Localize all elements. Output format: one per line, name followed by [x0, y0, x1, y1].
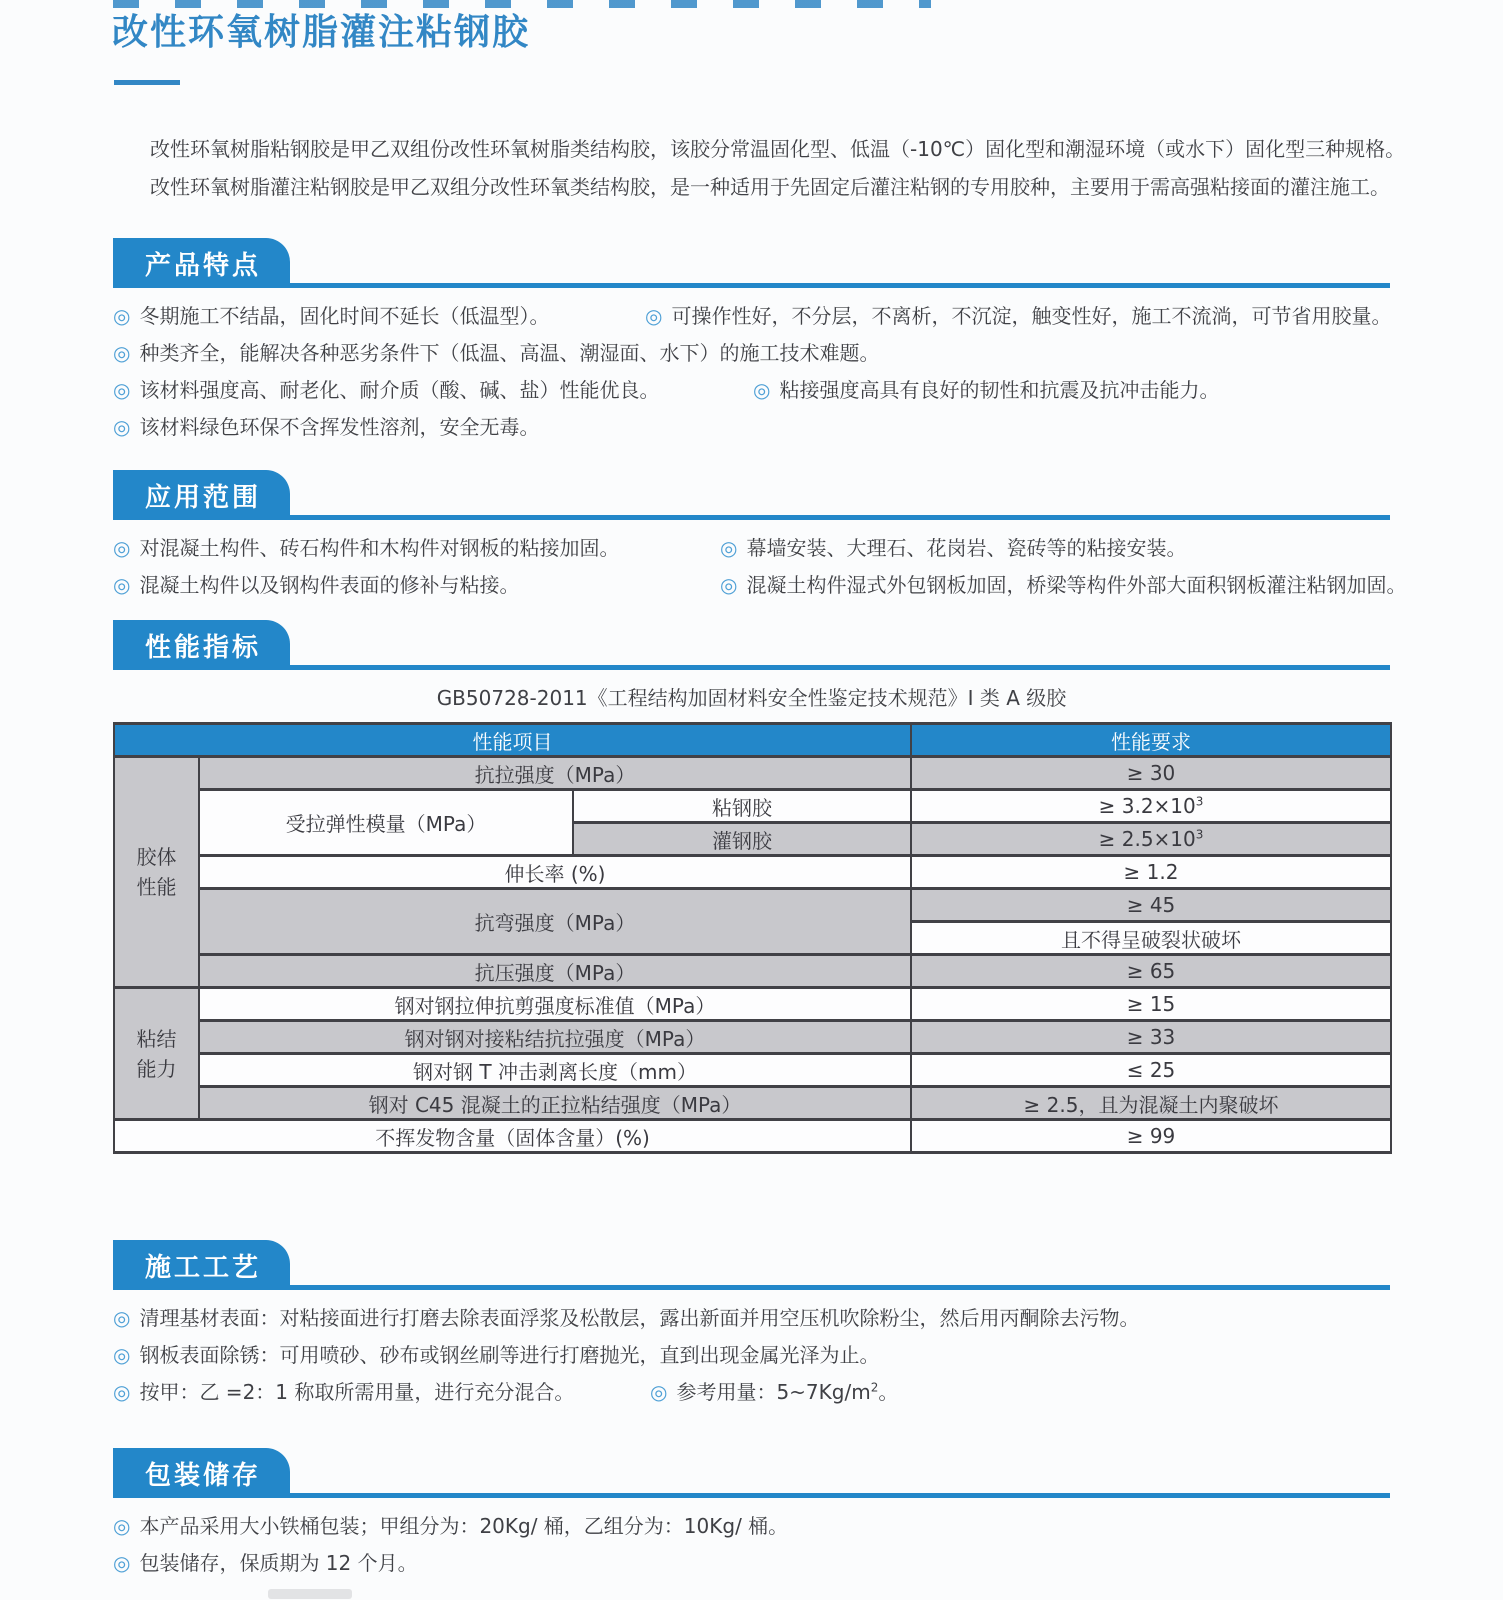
property-cell: 钢对钢对接粘结抗拉强度（MPa）	[199, 1021, 911, 1054]
property-cell: 抗压强度（MPa）	[199, 955, 911, 988]
list-row	[113, 1300, 1413, 1337]
property-cell: 抗拉强度（MPa）	[199, 757, 911, 790]
table-header-row	[114, 724, 1391, 757]
column-header-property: 性能项目	[114, 724, 911, 757]
bullet-icon: ◎	[113, 1514, 131, 1538]
group-cell: 胶体性能	[114, 757, 199, 988]
item-text: 本产品采用大小铁桶包装；甲组分为：20Kg/ 桶，乙组分为：10Kg/ 桶。	[139, 1514, 789, 1538]
list-item	[645, 298, 1391, 335]
list-item	[753, 372, 1219, 409]
group-cell: 粘结能力	[114, 988, 199, 1120]
list-row	[113, 1545, 1413, 1582]
bullet-icon: ◎	[113, 341, 131, 365]
value-cell: ≥ 1.2	[911, 856, 1391, 889]
section-underline	[113, 283, 1390, 288]
value-cell: ≥ 45	[911, 889, 1391, 922]
list-row	[113, 335, 1413, 372]
section-tab-process: 施工工艺	[113, 1240, 290, 1290]
intro-paragraph	[150, 130, 1406, 206]
list-item	[113, 1300, 1139, 1337]
item-text: 按甲：乙 =2：1 称取所需用量，进行充分混合。	[139, 1380, 575, 1404]
table-row	[114, 757, 1391, 790]
list-item	[113, 1374, 574, 1411]
item-text: 该材料绿色环保不含挥发性溶剂，安全无毒。	[139, 415, 540, 439]
property-cell: 受拉弹性模量（MPa）	[199, 790, 573, 856]
table-row	[114, 1120, 1391, 1153]
value-text: ≥ 3.2×10	[1098, 794, 1196, 818]
value-superscript: 3	[1195, 794, 1204, 809]
list-row	[113, 409, 1413, 446]
list-item	[113, 1508, 788, 1545]
item-text: 清理基材表面：对粘接面进行打磨去除表面浮浆及松散层，露出新面并用空压机吹除粉尘，然后用丙酮除去污物。	[139, 1306, 1140, 1330]
property-cell: 不挥发物含量（固体含量）(%)	[114, 1120, 911, 1153]
intro-line: 改性环氧树脂粘钢胶是甲乙双组份改性环氧树脂类结构胶，该胶分常温固化型、低温（-10℃）固化型和潮湿环境（或水下）固化型三种规格。	[150, 137, 1406, 161]
property-cell: 抗弯强度（MPa）	[199, 889, 911, 955]
list-row	[113, 567, 1413, 604]
section-underline	[113, 515, 1390, 520]
list-item	[650, 1374, 898, 1411]
value-text: ≥ 2.5×10	[1098, 827, 1196, 851]
bullet-icon: ◎	[113, 1306, 131, 1330]
title-underline	[114, 80, 180, 85]
list-item	[113, 372, 659, 409]
section-header-process	[113, 1240, 1390, 1290]
list-item	[113, 335, 879, 372]
table-row	[114, 889, 1391, 922]
section-underline	[113, 665, 1390, 670]
value-cell: ≥ 99	[911, 1120, 1391, 1153]
list-row	[113, 372, 1413, 409]
list-row	[113, 298, 1413, 335]
section-underline	[113, 1285, 1390, 1290]
intro-line: 改性环氧树脂灌注粘钢胶是甲乙双组分改性环氧类结构胶，是一种适用于先固定后灌注粘钢的专用胶种，主要用于需高强粘接面的灌注施工。	[150, 175, 1390, 199]
table-row	[114, 1021, 1391, 1054]
section-tab-features: 产品特点	[113, 238, 290, 288]
bullet-icon: ◎	[720, 536, 738, 560]
table-row	[114, 856, 1391, 889]
feature-list	[113, 298, 1413, 446]
section-header-applications	[113, 470, 1390, 520]
section-underline	[113, 1493, 1390, 1498]
column-header-requirement: 性能要求	[911, 724, 1391, 757]
table-row	[114, 955, 1391, 988]
list-row	[113, 1337, 1413, 1374]
sub-property-cell: 灌钢胶	[573, 823, 911, 856]
bullet-icon: ◎	[113, 1380, 131, 1404]
property-cell: 钢对钢 T 冲击剥离长度（mm）	[199, 1054, 911, 1087]
bullet-icon: ◎	[720, 573, 738, 597]
value-cell: ≥ 33	[911, 1021, 1391, 1054]
value-cell: ≥ 65	[911, 955, 1391, 988]
item-text: 包装储存，保质期为 12 个月。	[139, 1551, 418, 1575]
bullet-icon: ◎	[113, 1343, 131, 1367]
item-text: 混凝土构件以及钢构件表面的修补与粘接。	[139, 573, 520, 597]
item-text: 该材料强度高、耐老化、耐介质（酸、碱、盐）性能优良。	[139, 378, 660, 402]
list-item	[113, 567, 519, 604]
bullet-icon: ◎	[113, 1551, 131, 1575]
value-superscript: 3	[1195, 827, 1204, 842]
item-text: 幕墙安装、大理石、花岗岩、瓷砖等的粘接安装。	[746, 536, 1187, 560]
item-text: 可操作性好，不分层，不离析，不沉淀，触变性好，施工不流淌，可节省用胶量。	[671, 304, 1392, 328]
value-cell: ≥ 30	[911, 757, 1391, 790]
list-item	[113, 298, 549, 335]
item-text: 参考用量：5~7Kg/m	[676, 1380, 871, 1404]
section-tab-performance: 性能指标	[113, 620, 290, 670]
list-row	[113, 1374, 1413, 1411]
item-text: 。	[878, 1380, 899, 1404]
item-text: 粘接强度高具有良好的韧性和抗震及抗冲击能力。	[779, 378, 1220, 402]
property-cell: 钢对钢拉伸抗剪强度标准值（MPa）	[199, 988, 911, 1021]
list-item	[720, 530, 1186, 567]
table-row	[114, 790, 1391, 823]
page-title: 改性环氧树脂灌注粘钢胶	[112, 12, 531, 53]
performance-table	[113, 722, 1392, 1154]
bullet-icon: ◎	[113, 536, 131, 560]
list-item	[113, 1337, 879, 1374]
bullet-icon: ◎	[645, 304, 663, 328]
section-tab-applications: 应用范围	[113, 470, 290, 520]
value-cell	[911, 823, 1391, 856]
sub-property-cell: 粘钢胶	[573, 790, 911, 823]
list-item	[720, 567, 1406, 604]
value-cell: ≥ 15	[911, 988, 1391, 1021]
property-cell: 钢对 C45 混凝土的正拉粘结强度（MPa）	[199, 1087, 911, 1120]
section-header-features	[113, 238, 1390, 288]
value-cell: ≤ 25	[911, 1054, 1391, 1087]
value-cell: ≥ 2.5，且为混凝土内聚破坏	[911, 1087, 1391, 1120]
bullet-icon: ◎	[113, 304, 131, 328]
bullet-icon: ◎	[113, 573, 131, 597]
list-item	[113, 530, 619, 567]
clipped-text-fragment-bottom	[268, 1589, 352, 1599]
item-text: 钢板表面除锈：可用喷砂、砂布或钢丝刷等进行打磨抛光，直到出现金属光泽为止。	[139, 1343, 880, 1367]
process-list	[113, 1300, 1413, 1411]
list-row	[113, 1508, 1413, 1545]
table-row	[114, 1087, 1391, 1120]
performance-caption: GB50728-2011《工程结构加固材料安全性鉴定技术规范》I 类 A 级胶	[436, 686, 1067, 710]
item-text: 冬期施工不结晶，固化时间不延长（低温型）。	[139, 304, 550, 328]
bullet-icon: ◎	[113, 378, 131, 402]
table-row	[114, 988, 1391, 1021]
item-text: 混凝土构件湿式外包钢板加固，桥梁等构件外部大面积钢板灌注粘钢加固。	[746, 573, 1407, 597]
packaging-list	[113, 1508, 1413, 1582]
property-cell: 伸长率 (%)	[199, 856, 911, 889]
item-text: 对混凝土构件、砖石构件和木构件对钢板的粘接加固。	[139, 536, 620, 560]
list-item	[113, 1545, 418, 1582]
application-list	[113, 530, 1413, 604]
list-item	[113, 409, 539, 446]
bullet-icon: ◎	[753, 378, 771, 402]
value-cell	[911, 790, 1391, 823]
bullet-icon: ◎	[113, 415, 131, 439]
section-tab-packaging: 包装储存	[113, 1448, 290, 1498]
table-row	[114, 1054, 1391, 1087]
item-superscript: 2	[870, 1380, 879, 1395]
item-text: 种类齐全，能解决各种恶劣条件下（低温、高温、潮湿面、水下）的施工技术难题。	[139, 341, 880, 365]
list-row	[113, 530, 1413, 567]
section-header-performance	[113, 620, 1390, 670]
bullet-icon: ◎	[650, 1380, 668, 1404]
section-header-packaging	[113, 1448, 1390, 1498]
value-cell: 且不得呈破裂状破坏	[911, 922, 1391, 955]
